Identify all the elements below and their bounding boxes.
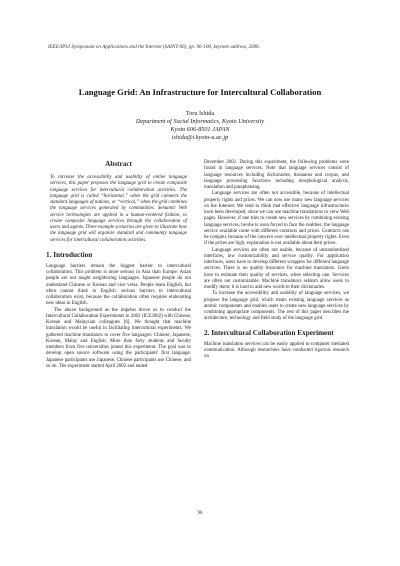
body-paragraph-2: Language services are often not accessible, because of intellectual property rights and prices. We can now use many new language services on the Internet. We tend to think that effective language infrastructures have been developed, since we can use machine translations to view Web pages. However, if one tries to create new services by combining existing language services, he/she is soon forced to face the realities: the language service available come with different contracts and prices. Contracts can be complex because of the concern over intellectual property rights. Even if the prices are high, explanation is not available about their prices. bbox=[204, 191, 349, 247]
section-2-heading: 2. Intercultural Collaboration Experiment bbox=[204, 328, 334, 337]
right-column bbox=[204, 160, 349, 360]
body-paragraph-4: To increase the accessibility and usability of language services, we propose the language grid, which treats existing language services as atomic components and enables users to create new language services by combining appropriate components. The rest of this paper describes the architecture, technology and field study of the language grid. bbox=[204, 291, 349, 322]
author-email: ishida@i.kyoto-u.ac.jp bbox=[171, 134, 229, 142]
left-column bbox=[46, 160, 191, 370]
paper-title: Language Grid: An Infrastructure for Intercultural Collaboration bbox=[78, 87, 322, 97]
author-block bbox=[0, 110, 400, 142]
running-header: IEEE/IPSJ Symposium on Applications and the Internet (SAINT-06), pp. 96-100, keynote address, 2006. bbox=[48, 44, 260, 50]
author-address: Kyoto 606-8501 JAPAN bbox=[170, 126, 230, 134]
section-2-paragraph: Machine translation services can be easily applied to computer mediated communication. Although researchers have conducted rigorous research on bbox=[204, 341, 349, 359]
introduction-heading: 1. Introduction bbox=[46, 250, 93, 259]
abstract-text: To increase the accessibility and usability of online language services, this paper proposes the language grid to create composite language services for intercultural collaboration activities. The language grid is called “horizontal,” when the grid connects the standard languages of nations, or “vertical,” when the grid combines the language services generated by communities. Semantic Web service technologies are applied in a human-centered fashion, to create composite language services through the collaboration of users and agents. Three example scenarios are given to illustrate how the language grid will organize standard and community language services for intercultural collaboration activities. bbox=[50, 175, 187, 243]
author-name: Toru Ishida bbox=[185, 110, 215, 117]
intro-paragraph-1: Language barriers remain the biggest barrier to intercultural collaboration. This problem is more serious in Asia than Europe: Asian people are not taught neighboring languages. Japanese people do not understand Chinese or Korean and vice versa. People learn English, but often cannot think in English: serious barriers to intercultural collaboration exist, because the collaboration often requires elaborating new ideas in English. bbox=[46, 263, 191, 307]
intro-paragraph-2: The above background as the impetus drove us to conduct the Intercultural Collaboration Experiments in 2002 (ICE2002) with Chinese, Korean and Malaysian colleagues [6]. We thought that machine translation would be useful in facilitating intercultural experiments. We gathered machine translators to cover five languages: Chinese, Japanese, Korean, Malay and English. More than forty students and faculty members from five universities joined this experiment. The goal was to develop open source software using the participants' first language: Japanese participants use Japanese, Chinese participants use Chinese, and so on. The experiment started April 2002 and ended bbox=[46, 307, 191, 369]
abstract-heading: Abstract bbox=[105, 160, 132, 168]
body-paragraph-3: Language services are often not usable, because of unstandardized interfaces, low customizability and service quality. For application interfaces, users have to develop different wrappers for different language services. There is no quality insurance for machine translators. Users have to estimate their quality of services, when selecting one. Services are often not customizable. Machine translators seldom allow users to modify them; it is hard to add new words to their dictionaries. bbox=[204, 247, 349, 290]
body-paragraph-1: December 2002. During this experiment, the following problems were found in language services. Note that language services consist of language resources including dictionaries, thesaurus and corpus, and language processing functions including morphological analysis, translation and paraphrasing. bbox=[204, 160, 349, 190]
page-number: 96 bbox=[197, 511, 203, 516]
author-department: Department of Social Informatics, Kyoto University bbox=[135, 118, 265, 126]
